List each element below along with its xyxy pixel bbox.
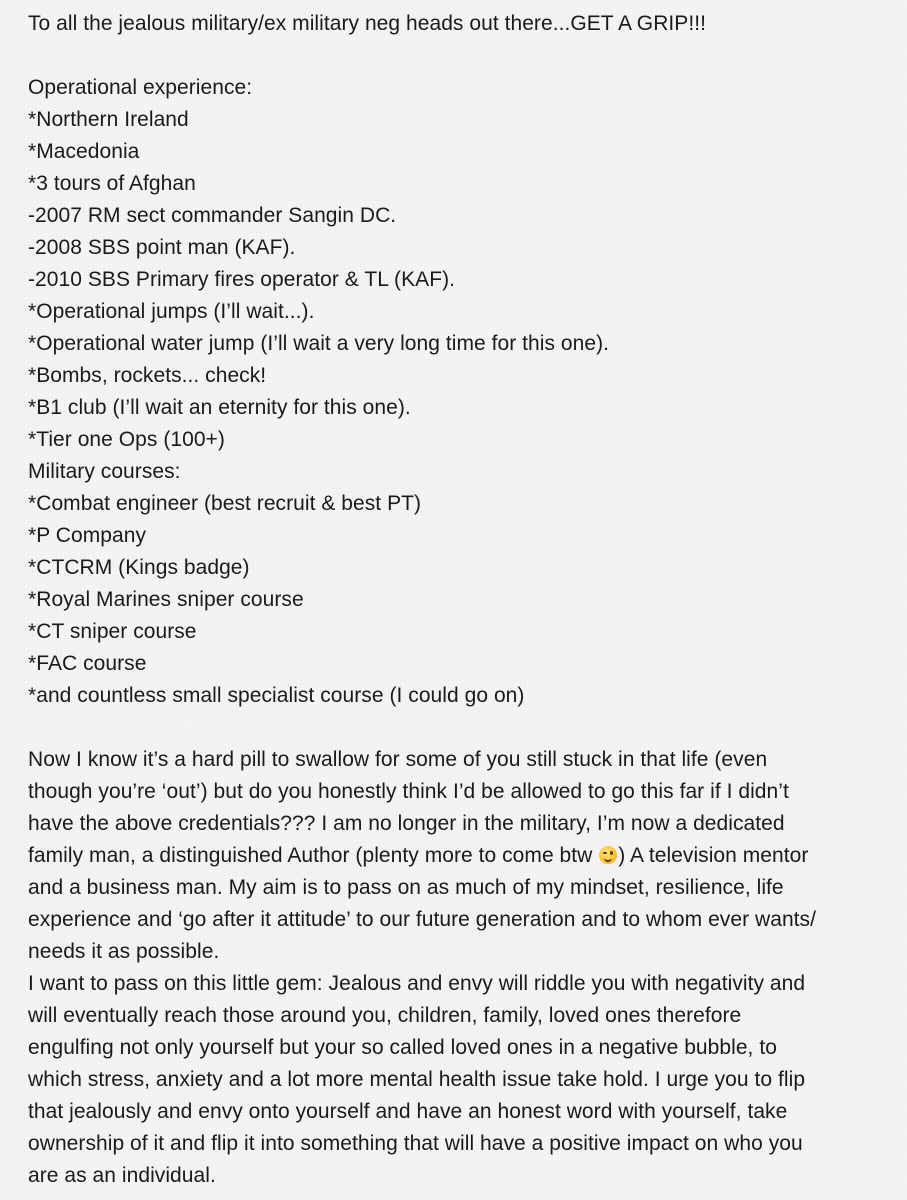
paragraph-line: needs it as possible. — [28, 940, 220, 963]
paragraph-line: ownership of it and flip it into something that will have a positive impact on who you — [28, 1132, 803, 1155]
paragraph-line: though you’re ‘out’) but do you honestly think I’d be allowed to go this far if I didn’t — [28, 780, 789, 803]
paragraph-fragment: ) A television mentor — [618, 844, 809, 867]
paragraph-line: engulfing not only yourself but your so called loved ones in a negative bubble, to — [28, 1036, 777, 1059]
paragraph-line: are as an individual. — [28, 1164, 216, 1187]
list-item: *B1 club (I’ll wait an eternity for this one). — [28, 396, 411, 419]
note-text — [28, 8, 907, 1192]
paragraph-line: and a business man. My aim is to pass on as much of my mindset, resilience, life — [28, 876, 784, 899]
paragraph-line: have the above credentials??? I am no longer in the military, I’m now a dedicated — [28, 812, 785, 835]
blank-line — [28, 712, 907, 744]
list-item: -2007 RM sect commander Sangin DC. — [28, 204, 397, 227]
list-item: *Combat engineer (best recruit & best PT) — [28, 492, 422, 515]
paragraph-line: I want to pass on this little gem: Jealous and envy will riddle you with negativity and — [28, 972, 806, 995]
list-item: -2008 SBS point man (KAF). — [28, 236, 296, 259]
paragraph-line: experience and ‘go after it attitude’ to our future generation and to whom ever wants/ — [28, 908, 816, 931]
list-item: *P Company — [28, 524, 147, 547]
paragraph-line: Now I know it’s a hard pill to swallow for some of you still stuck in that life (even — [28, 748, 768, 771]
list-item: *Bombs, rockets... check! — [28, 364, 267, 387]
blank-line — [28, 40, 907, 72]
paragraph-line: which stress, anxiety and a lot more mental health issue take hold. I urge you to flip — [28, 1068, 806, 1091]
winking-face-icon — [599, 846, 617, 864]
list-item: *CT sniper course — [28, 620, 197, 643]
paragraph-line: that jealously and envy onto yourself and have an honest word with yourself, take — [28, 1100, 788, 1123]
paragraph-line — [28, 840, 907, 872]
list-item: *and countless small specialist course (I could go on) — [28, 684, 525, 707]
list-item: *Macedonia — [28, 140, 140, 163]
list-item: *FAC course — [28, 652, 147, 675]
intro-line: To all the jealous military/ex military neg heads out there...GET A GRIP!!! — [28, 12, 707, 35]
list-item: *Operational jumps (I’ll wait...). — [28, 300, 315, 323]
list-item: *CTCRM (Kings badge) — [28, 556, 250, 579]
paragraph-line: will eventually reach those around you, children, family, loved ones therefore — [28, 1004, 742, 1027]
list-item: *Northern Ireland — [28, 108, 189, 131]
operational-heading: Operational experience: — [28, 76, 253, 99]
courses-heading: Military courses: — [28, 460, 181, 483]
list-item: *Royal Marines sniper course — [28, 588, 304, 611]
paragraph-fragment: family man, a distinguished Author (plenty more to come btw — [28, 844, 599, 867]
list-item: *Operational water jump (I’ll wait a very long time for this one). — [28, 332, 610, 355]
list-item: *Tier one Ops (100+) — [28, 428, 225, 451]
list-item: -2010 SBS Primary fires operator & TL (KAF). — [28, 268, 456, 291]
list-item: *3 tours of Afghan — [28, 172, 196, 195]
